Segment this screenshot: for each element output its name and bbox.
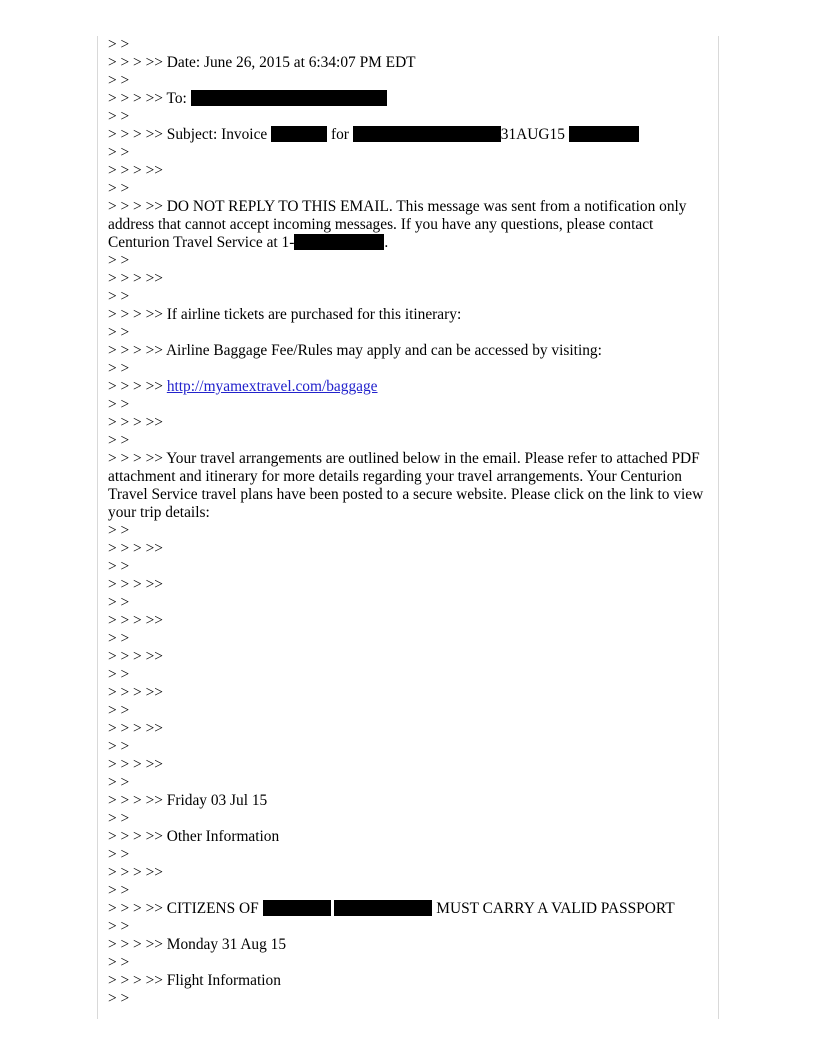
to-line: [108, 90, 712, 108]
baggage-link-line: [108, 378, 712, 396]
quote-line: > >: [108, 774, 130, 791]
monday-date-line: > > > >> Monday 31 Aug 15: [108, 936, 287, 953]
email-body: [108, 36, 712, 1008]
quote-line: > >: [108, 324, 130, 341]
date-line: > > > >> Date: June 26, 2015 at 6:34:07 PM EDT: [108, 54, 416, 71]
quote-line: > >: [108, 954, 130, 971]
quote-line: > >: [108, 36, 130, 53]
quote-line: > >: [108, 990, 130, 1007]
subject-label: > > > >> Subject: Invoice: [108, 126, 268, 143]
travel-arrangements-paragraph: > > > >> Your travel arrangements are outlined below in the email. Please refer to attached PDF attachment and itinerary for more details regarding your travel arrangements. Your Centurion Travel Service travel plans have been posted to a secure website. Please click on the link to view your trip details:: [108, 450, 704, 521]
quote-prefix: > > > >>: [108, 378, 163, 395]
quote-line: > >: [108, 810, 130, 827]
quote-line: > >: [108, 360, 130, 377]
redaction-box: [263, 900, 331, 916]
quote-line: > >: [108, 558, 130, 575]
quote-line: > >: [108, 72, 130, 89]
subject-date: 31AUG15: [500, 126, 565, 143]
other-information-line: > > > >> Other Information: [108, 828, 280, 845]
baggage-line: > > > >> Airline Baggage Fee/Rules may apply and can be accessed by visiting:: [108, 342, 602, 359]
quote-line: > >: [108, 396, 130, 413]
subject-line: [108, 126, 712, 144]
quote-line: > >: [108, 144, 130, 161]
quote-line: > >: [108, 108, 130, 125]
quote-line: > > > >>: [108, 864, 163, 881]
redaction-box: [271, 126, 327, 142]
quote-line: > > > >>: [108, 756, 163, 773]
to-label: > > > >> To:: [108, 90, 187, 107]
subject-for: for: [330, 126, 349, 143]
redaction-box: [191, 90, 387, 106]
quote-line: > >: [108, 630, 130, 647]
redaction-box: [569, 126, 639, 142]
baggage-link[interactable]: http://myamextravel.com/baggage: [166, 378, 378, 395]
redaction-box: [334, 900, 432, 916]
quote-line: > >: [108, 594, 130, 611]
citizens-line: [108, 900, 712, 918]
flight-information-line: > > > >> Flight Information: [108, 972, 281, 989]
quote-line: > > > >>: [108, 612, 163, 629]
quote-line: > > > >>: [108, 540, 163, 557]
quote-line: > >: [108, 522, 130, 539]
no-reply-text: > > > >> DO NOT REPLY TO THIS EMAIL. This message was sent from a notification only address that cannot accept incoming messages. If you have any questions, please contact Centurion Travel Service at 1-: [108, 198, 687, 251]
quote-line: > >: [108, 846, 130, 863]
quote-line: > > > >>: [108, 648, 163, 665]
quote-line: > >: [108, 288, 130, 305]
redaction-box: [294, 234, 384, 250]
quote-line: > >: [108, 180, 130, 197]
passport-text: MUST CARRY A VALID PASSPORT: [436, 900, 675, 917]
no-reply-end: .: [384, 234, 389, 251]
quote-line: > > > >>: [108, 684, 163, 701]
quote-line: > >: [108, 918, 130, 935]
quote-line: > >: [108, 666, 130, 683]
quote-line: > > > >>: [108, 414, 163, 431]
quote-line: > >: [108, 432, 130, 449]
quote-line: > > > >>: [108, 270, 163, 287]
quote-line: > >: [108, 702, 130, 719]
citizens-label: > > > >> CITIZENS OF: [108, 900, 259, 917]
quote-line: > > > >>: [108, 576, 163, 593]
quote-line: > >: [108, 252, 130, 269]
quote-line: > >: [108, 882, 130, 899]
airline-tickets-line: > > > >> If airline tickets are purchased for this itinerary:: [108, 306, 462, 323]
friday-date-line: > > > >> Friday 03 Jul 15: [108, 792, 268, 809]
redaction-box: [353, 126, 501, 142]
quote-line: > > > >>: [108, 162, 163, 179]
quote-line: > >: [108, 738, 130, 755]
quote-line: > > > >>: [108, 720, 163, 737]
no-reply-paragraph: [108, 198, 712, 252]
